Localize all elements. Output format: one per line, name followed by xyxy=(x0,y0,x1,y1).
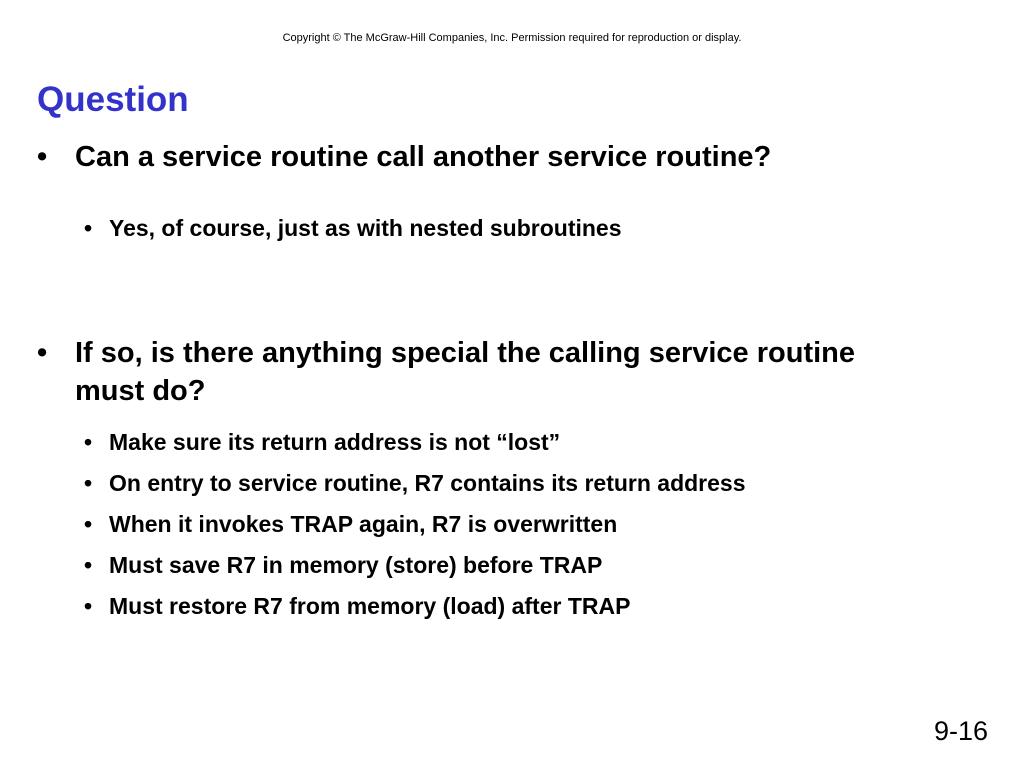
sub-bullet-marker: • xyxy=(84,593,93,619)
sub-bullet-text: Yes, of course, just as with nested subroutines xyxy=(109,215,622,241)
sub-bullet-item xyxy=(84,428,984,456)
sub-bullet-item xyxy=(84,214,984,242)
sub-bullet-marker: • xyxy=(84,470,93,496)
sub-bullet-marker: • xyxy=(84,552,93,578)
sub-bullet-text: When it invokes TRAP again, R7 is overwritten xyxy=(109,511,618,537)
bullet-text: Can a service routine call another service routine? xyxy=(75,141,772,173)
sub-bullet-item xyxy=(84,510,984,538)
slide-number: 9-16 xyxy=(933,716,988,746)
sub-bullet-marker: • xyxy=(84,215,93,241)
slide-title: Question xyxy=(37,80,189,119)
sub-bullet-item xyxy=(84,551,984,579)
sub-bullet-text: Must save R7 in memory (store) before TRAP xyxy=(109,552,603,578)
sub-bullet-marker: • xyxy=(84,429,93,455)
copyright-notice: Copyright © The McGraw-Hill Companies, Inc. Permission required for reproduction or display. xyxy=(282,32,742,44)
sub-bullet-text: On entry to service routine, R7 contains its return address xyxy=(109,470,746,496)
sub-bullet-item xyxy=(84,469,984,497)
sub-bullet-item xyxy=(84,592,984,620)
bullet-text: If so, is there anything special the calling service routine must do? xyxy=(75,337,856,407)
bullet-marker: • xyxy=(37,337,48,369)
sub-bullet-text: Make sure its return address is not “lost” xyxy=(109,429,561,455)
bullet-marker: • xyxy=(37,141,48,173)
bullet-item xyxy=(37,138,977,176)
sub-bullet-text: Must restore R7 from memory (load) after TRAP xyxy=(109,593,631,619)
bullet-item xyxy=(37,334,917,410)
sub-bullet-marker: • xyxy=(84,511,93,537)
